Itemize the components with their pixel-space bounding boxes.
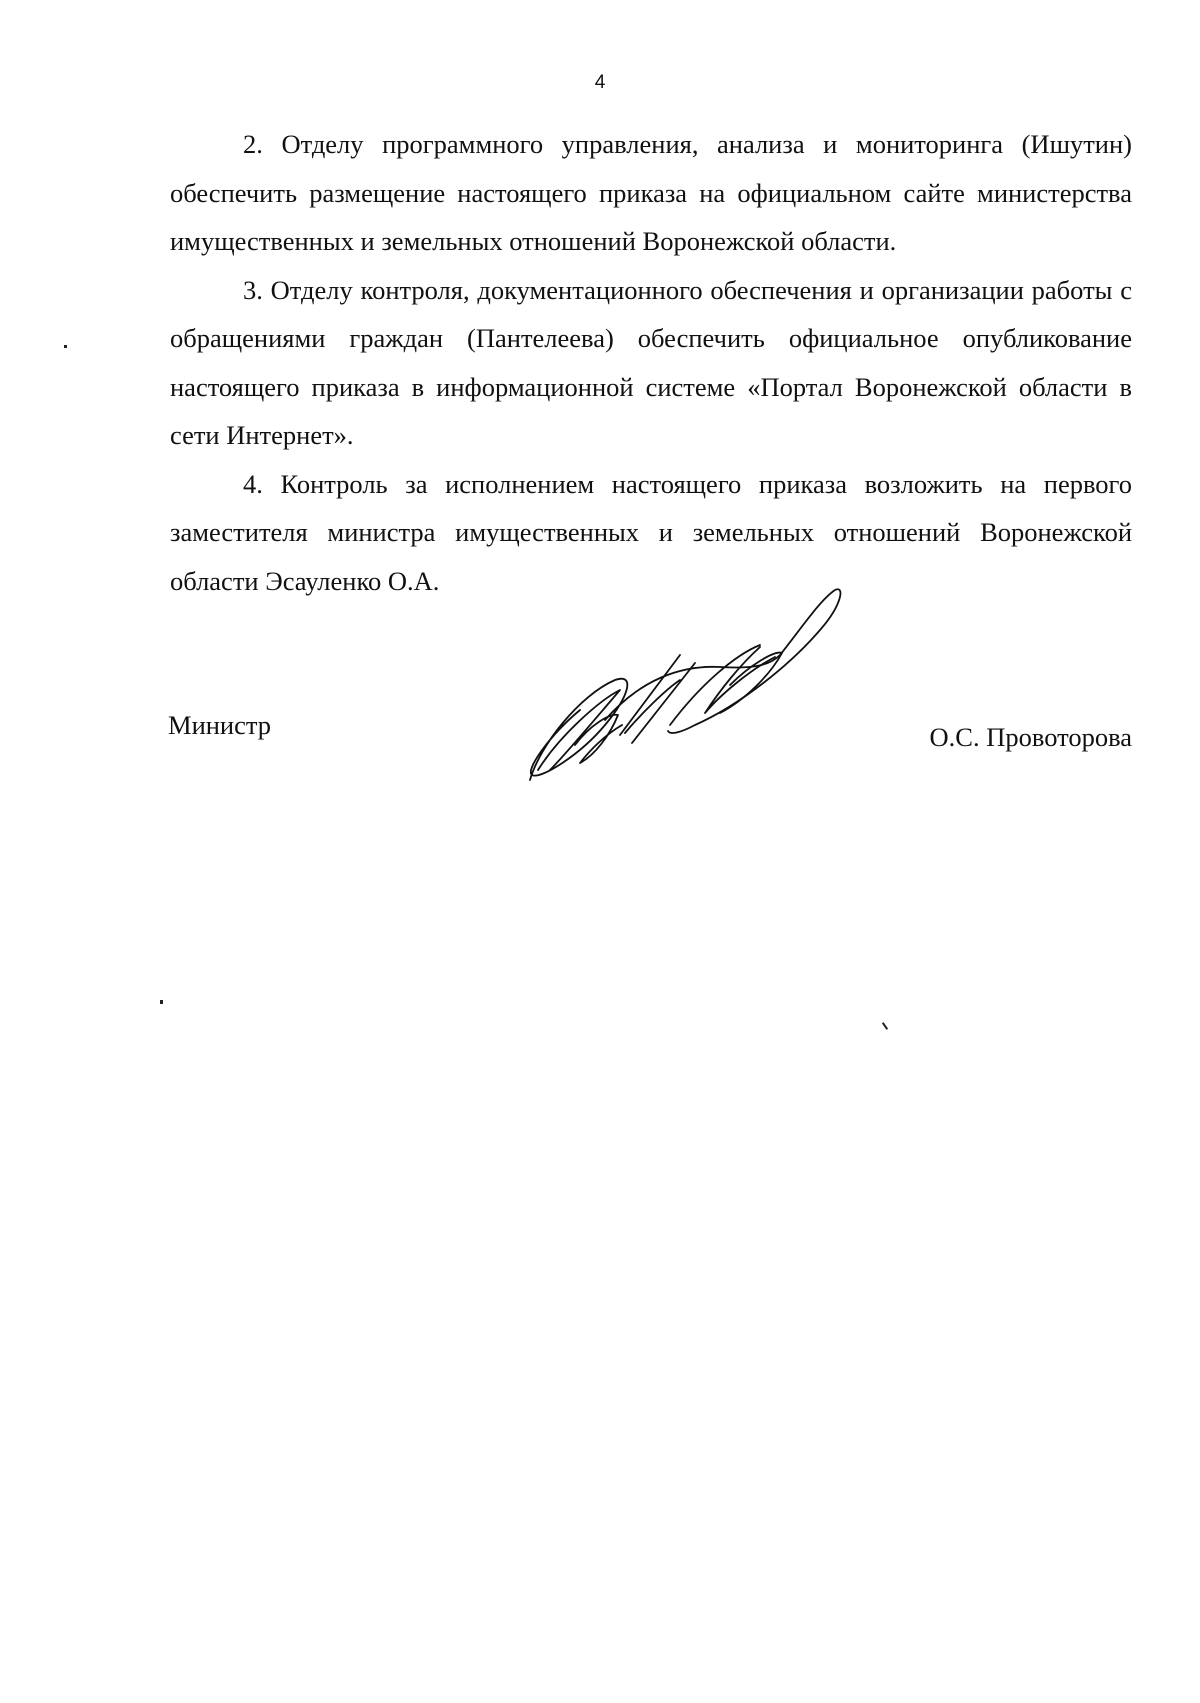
scan-speck bbox=[64, 345, 67, 348]
signatory-name: О.С. Провоторова bbox=[929, 722, 1132, 752]
signatory-title: Министр bbox=[168, 710, 272, 740]
scan-speck bbox=[882, 1022, 888, 1030]
handwritten-signature bbox=[520, 585, 860, 785]
scan-speck bbox=[160, 1000, 163, 1004]
paragraph-item-2: 2. Отделу программного управления, анализа и мониторинга (Ишутин) обеспечить размещение настоящего приказа на официальном сайте министерства имущественных и земельных отношений Воронежской области. bbox=[170, 129, 1132, 256]
paragraph-item-3: 3. Отделу контроля, документационного обеспечения и организации работы с обращениями граждан (Пантелеева) обеспечить официальное опубликование настоящего приказа в информационной системе «Портал Воронежской области в сети Интернет». bbox=[170, 274, 1132, 450]
document-body bbox=[170, 120, 1132, 605]
paragraph-item-4: 4. Контроль за исполнением настоящего приказа возложить на первого заместителя министра имущественных и земельных отношений Воронежской области Эсауленко О.А. bbox=[170, 468, 1132, 596]
page-number: 4 bbox=[594, 72, 606, 93]
